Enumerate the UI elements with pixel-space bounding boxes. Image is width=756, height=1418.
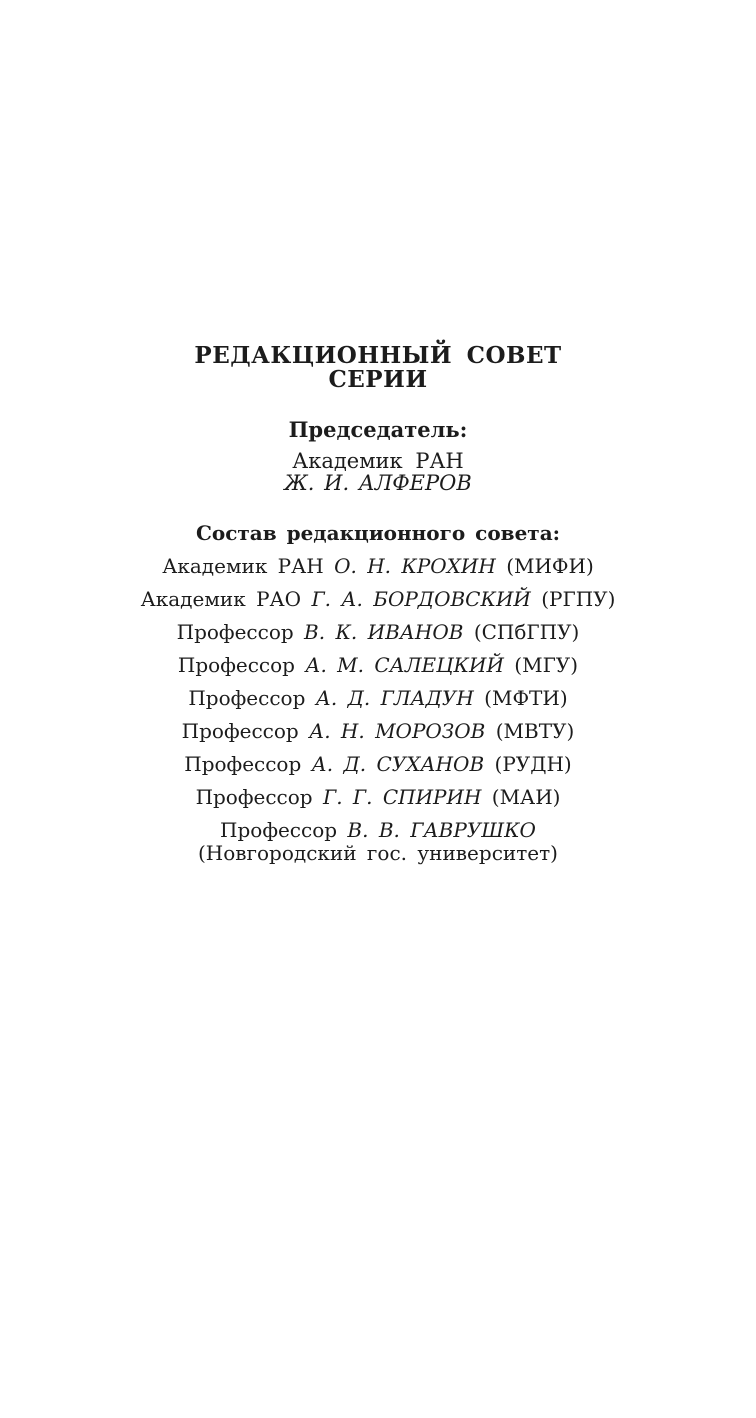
- member-name: Г. А. БОРДОВСКИЙ: [311, 587, 531, 611]
- member-name: В. К. ИВАНОВ: [304, 620, 464, 644]
- member-rank: Профессор: [176, 620, 294, 644]
- member-name: А. Н. МОРОЗОВ: [309, 719, 486, 743]
- member-name: А. Д. ГЛАДУН: [315, 686, 474, 710]
- member-rank: Профессор: [195, 785, 313, 809]
- member-name: А. Д. СУХАНОВ: [311, 752, 485, 776]
- member-rank: Профессор: [188, 686, 306, 710]
- member-rank: Профессор: [184, 752, 302, 776]
- page-title-line-1: РЕДАКЦИОННЫЙ СОВЕТ: [194, 342, 562, 369]
- member-name: В. В. ГАВРУШКО: [347, 818, 536, 842]
- member-rank: Профессор: [220, 818, 338, 842]
- board-member: [0, 621, 756, 643]
- member-affiliation: (РГПУ): [541, 587, 616, 611]
- board-member: [0, 588, 756, 610]
- member-rank: Академик РАО: [140, 587, 302, 611]
- member-affiliation: (РУДН): [494, 752, 572, 776]
- member-rank: Профессор: [177, 653, 295, 677]
- chairman-heading: Председатель:: [288, 417, 468, 442]
- board-heading: Состав редакционного совета:: [195, 521, 561, 545]
- member-rank: Профессор: [181, 719, 299, 743]
- member-rank: Академик РАН: [162, 554, 324, 578]
- member-name: О. Н. КРОХИН: [334, 554, 496, 578]
- page-title-line-2: СЕРИИ: [328, 366, 428, 393]
- board-member: [0, 555, 756, 577]
- board-member: [0, 786, 756, 808]
- board-member: [0, 720, 756, 742]
- chairman-rank: Академик РАН: [292, 449, 464, 473]
- page-title: [0, 344, 756, 392]
- member-affiliation: (МИФИ): [506, 554, 594, 578]
- member-affiliation: (МГУ): [514, 653, 579, 677]
- board-member: [0, 819, 756, 866]
- member-affiliation: (МВТУ): [495, 719, 575, 743]
- board-member: [0, 687, 756, 709]
- board-member: [0, 654, 756, 676]
- member-affiliation: (СПбГПУ): [473, 620, 580, 644]
- chairman-name: Ж. И. АЛФЕРОВ: [284, 471, 472, 495]
- member-affiliation: (МФТИ): [484, 686, 568, 710]
- member-affiliation: (Новгородский гос. университет): [197, 841, 558, 865]
- member-affiliation: (МАИ): [491, 785, 561, 809]
- board-member: [0, 753, 756, 775]
- member-name: А. М. САЛЕЦКИЙ: [305, 653, 504, 677]
- member-name: Г. Г. СПИРИН: [322, 785, 482, 809]
